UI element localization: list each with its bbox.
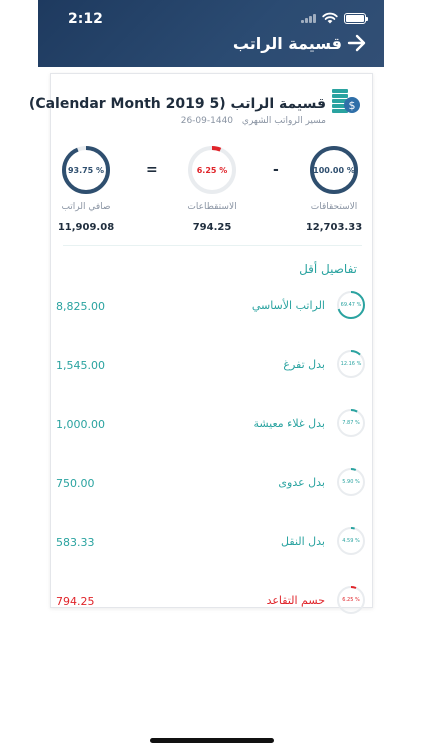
net-salary-value: 11,909.08: [57, 222, 115, 233]
deductions-percent: 6.25 %: [196, 165, 228, 175]
detail-percent-ring: [336, 585, 366, 615]
detail-label: بدل تفرغ: [283, 358, 325, 371]
page-title: قسيمة الراتب: [232, 34, 342, 53]
detail-row: [51, 406, 374, 446]
detail-amount: 794.25: [56, 595, 95, 608]
svg-text:$: $: [348, 99, 356, 112]
detail-percent: 12.16 %: [340, 361, 362, 367]
detail-percent: 6.25 %: [342, 597, 360, 603]
deductions-label: الاستقطاعات: [187, 202, 237, 212]
detail-percent: 5.90 %: [342, 479, 360, 485]
detail-row: [51, 347, 374, 387]
salary-summary: [51, 144, 374, 239]
entitlements-percent: 100.00 %: [313, 165, 355, 175]
detail-label: بدل النقل: [281, 535, 325, 548]
payslip-title: قسيمة الراتب (5 Calendar Month 2019): [28, 96, 326, 112]
status-bar: [38, 0, 384, 30]
minus-operator: -: [273, 162, 279, 178]
detail-label: حسم التقاعد: [266, 594, 325, 607]
detail-percent: 7.87 %: [342, 420, 360, 426]
app-header: [38, 0, 384, 67]
payroll-type: مسير الرواتب الشهري: [241, 116, 326, 126]
detail-percent-ring: [336, 290, 366, 320]
home-indicator[interactable]: [150, 738, 274, 743]
entitlements-ring: [309, 145, 359, 195]
detail-amount: 8,825.00: [56, 300, 105, 313]
payslip-card: [28, 73, 373, 608]
wifi-icon: [322, 12, 338, 24]
detail-label: بدل عدوى: [278, 476, 325, 489]
money-stack-icon: [331, 87, 361, 117]
deductions-ring: [187, 145, 237, 195]
detail-amount: 583.33: [56, 536, 95, 549]
net-salary-label: صافي الراتب: [61, 202, 111, 212]
summary-divider: [63, 245, 362, 246]
battery-icon: [344, 13, 366, 24]
detail-percent: 69.47 %: [340, 302, 362, 308]
detail-label: الراتب الأساسي: [251, 299, 325, 312]
detail-amount: 1,000.00: [56, 418, 105, 431]
toggle-details-link[interactable]: تفاصيل أقل: [299, 262, 357, 276]
status-icons: [301, 12, 366, 24]
detail-percent-ring: [336, 349, 366, 379]
detail-row: [51, 465, 374, 505]
entitlements-label: الاستحقاقات: [310, 202, 358, 212]
net-salary-percent: 93.75 %: [67, 165, 105, 175]
detail-row: [51, 288, 374, 328]
phone-screen: [28, 0, 384, 750]
entitlements-value: 12,703.33: [305, 222, 363, 233]
detail-percent-ring: [336, 467, 366, 497]
detail-row: [51, 524, 374, 564]
detail-percent: 4.59 %: [342, 538, 360, 544]
deductions-value: 794.25: [192, 222, 232, 233]
detail-amount: 1,545.00: [56, 359, 105, 372]
detail-percent-ring: [336, 526, 366, 556]
detail-amount: 750.00: [56, 477, 95, 490]
detail-label: بدل غلاء معيشة: [253, 417, 325, 430]
detail-percent-ring: [336, 408, 366, 438]
payroll-date: 1440-09-26: [180, 116, 234, 126]
cellular-signal-icon: [301, 13, 316, 23]
net-salary-ring: [61, 145, 111, 195]
detail-row: [51, 583, 374, 623]
arrow-right-icon[interactable]: [346, 33, 368, 53]
equals-operator: =: [146, 162, 158, 178]
payslip-subtitle: [175, 116, 326, 126]
status-time: 2:12: [68, 11, 103, 27]
